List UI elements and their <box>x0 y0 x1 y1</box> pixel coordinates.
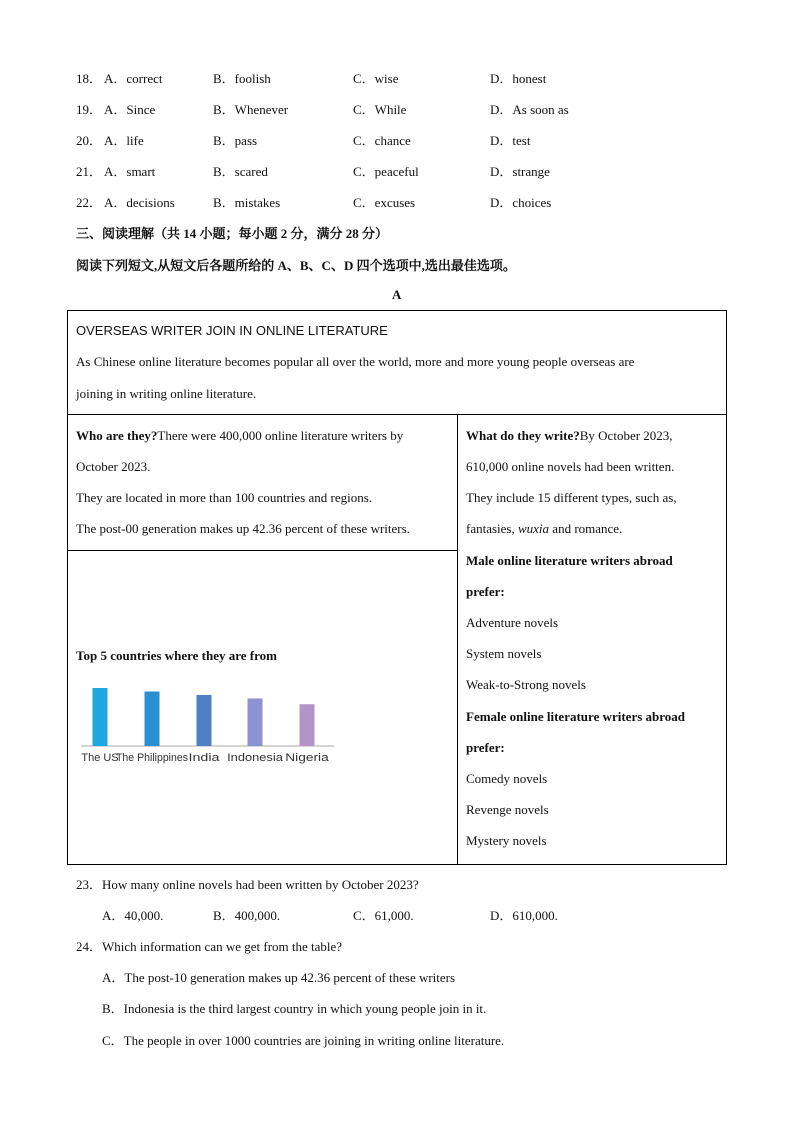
male-heading: prefer: <box>466 584 505 599</box>
what-line <box>466 521 622 537</box>
table-intro: joining in writing online literature. <box>76 386 257 401</box>
bar-the-us <box>93 688 108 746</box>
table-border-right <box>726 310 727 865</box>
who-line: They are located in more than 100 countries and regions. <box>76 490 373 505</box>
option-b[interactable]: B．Indonesia is the third largest country in which young people join in it. <box>102 1001 487 1016</box>
who-line: The post-00 generation makes up 42.36 percent of these writers. <box>76 521 410 536</box>
male-item: System novels <box>466 646 542 661</box>
option-c[interactable]: C．chance <box>353 133 411 148</box>
x-tick-label: The Philippines <box>116 752 189 764</box>
who-label: Who are they? <box>76 428 158 443</box>
question-number: 18． <box>76 71 103 86</box>
bar-the-philippines <box>145 691 160 746</box>
option-c[interactable]: C．excuses <box>353 195 416 210</box>
table-border-bottom <box>67 864 727 865</box>
table-border-top <box>67 310 727 311</box>
female-heading: prefer: <box>466 740 505 755</box>
table-divider-left <box>67 550 458 551</box>
question-number: 21． <box>76 164 103 179</box>
option-d[interactable]: D．610,000. <box>490 908 558 923</box>
option-a[interactable]: A．life <box>104 133 144 148</box>
female-item: Mystery novels <box>466 833 547 848</box>
x-tick-label: India <box>188 752 221 764</box>
option-d[interactable]: D．test <box>490 133 531 148</box>
question-number: 22． <box>76 195 103 210</box>
what-line: They include 15 different types, such as, <box>466 490 677 505</box>
who-line <box>76 428 403 444</box>
x-tick-label: Indonesia <box>227 752 284 764</box>
table-title: OVERSEAS WRITER JOIN IN ONLINE LITERATURE <box>76 323 388 338</box>
bar-chart <box>76 676 346 772</box>
question-23 <box>76 874 419 893</box>
bar-indonesia <box>248 698 263 746</box>
what-text: fantasies, <box>466 521 518 536</box>
question-number: 19． <box>76 102 103 117</box>
option-c[interactable]: C．The people in over 1000 countries are joining in writing online literature. <box>102 1033 505 1048</box>
option-d[interactable]: D．honest <box>490 71 547 86</box>
who-line: October 2023. <box>76 459 151 474</box>
option-b[interactable]: B．scared <box>213 164 268 179</box>
option-c[interactable]: C．61,000. <box>353 908 414 923</box>
female-item: Revenge novels <box>466 802 549 817</box>
male-item: Adventure novels <box>466 615 559 630</box>
bar-india <box>197 695 212 746</box>
x-tick-label: Nigeria <box>285 752 330 764</box>
question-number: 24． <box>76 939 103 954</box>
what-text: By October 2023, <box>579 428 673 443</box>
table-intro: As Chinese online literature becomes popular all over the world, more and more young people overseas are <box>76 354 635 369</box>
bar-nigeria <box>300 704 315 746</box>
option-a[interactable]: A．decisions <box>104 195 175 210</box>
male-heading: Male online literature writers abroad <box>466 553 673 568</box>
option-a[interactable]: A．The post-10 generation makes up 42.36 percent of these writers <box>102 970 456 985</box>
male-item: Weak-to-Strong novels <box>466 677 586 692</box>
question-number: 20． <box>76 133 103 148</box>
what-italic: wuxia <box>517 521 550 536</box>
option-b[interactable]: B．pass <box>213 133 258 148</box>
question-24 <box>76 936 342 955</box>
option-a[interactable]: A．correct <box>104 71 163 86</box>
option-d[interactable]: D．choices <box>490 195 552 210</box>
option-a[interactable]: A．smart <box>104 164 156 179</box>
table-divider-header <box>67 414 727 415</box>
section-instruction: 阅读下列短文,从短文后各题所给的 A、B、C、D 四个选项中,选出最佳选项。 <box>76 258 516 273</box>
chart-title: Top 5 countries where they are from <box>76 648 277 663</box>
option-a[interactable]: A．40,000. <box>102 908 164 923</box>
option-d[interactable]: D．strange <box>490 164 550 179</box>
question-number: 23． <box>76 877 103 892</box>
option-d[interactable]: D．As soon as <box>490 102 569 117</box>
question-stem: Which information can we get from the table? <box>102 939 343 954</box>
option-b[interactable]: B．foolish <box>213 71 271 86</box>
what-line: 610,000 online novels had been written. <box>466 459 675 474</box>
x-tick-label: The US <box>81 752 119 764</box>
table-border-left <box>67 310 68 865</box>
option-b[interactable]: B．Whenever <box>213 102 289 117</box>
who-text: There were 400,000 online literature writers by <box>157 428 404 443</box>
option-c[interactable]: C．peaceful <box>353 164 419 179</box>
what-label: What do they write? <box>466 428 580 443</box>
what-text: and romance. <box>549 521 623 536</box>
passage-label: A <box>392 287 402 302</box>
option-c[interactable]: C．While <box>353 102 407 117</box>
question-stem: How many online novels had been written by October 2023? <box>102 877 419 892</box>
option-c[interactable]: C．wise <box>353 71 399 86</box>
option-b[interactable]: B．mistakes <box>213 195 281 210</box>
option-a[interactable]: A．Since <box>104 102 156 117</box>
female-heading: Female online literature writers abroad <box>466 709 686 724</box>
female-item: Comedy novels <box>466 771 548 786</box>
option-b[interactable]: B．400,000. <box>213 908 281 923</box>
what-line <box>466 428 673 444</box>
table-divider-vertical <box>457 414 458 865</box>
section-heading: 三、阅读理解（共 14 小题；每小题 2 分，满分 28 分） <box>76 226 389 241</box>
